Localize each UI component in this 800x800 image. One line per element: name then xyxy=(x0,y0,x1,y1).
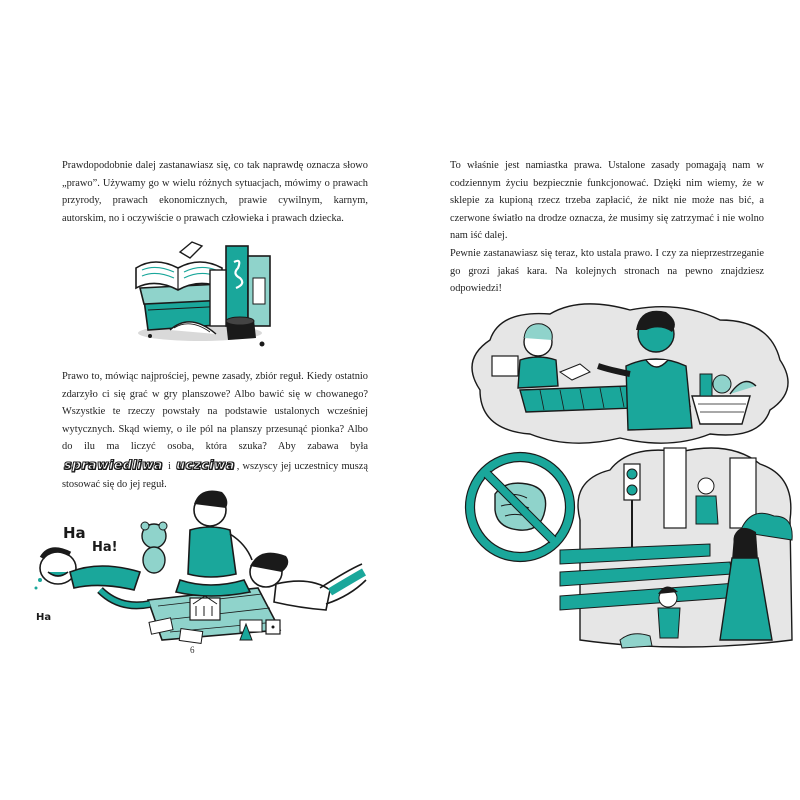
highlight-fair: sprawiedliwa xyxy=(64,456,163,472)
paragraph-2-start: Prawo to, mówiąc najprościej, pewne zasady, zbiór reguł. Kiedy ostatnio zdarzyło ci się grać w gry planszowe? Albo bawić się w chowanego? Wszystkie te rzeczy powstały na podstawie ustalonych wcześniej wytycznych. Skąd wiemy, o ile pól na planszy przesunąć pionka? Albo do ilu ma liczyć osoba, która szuka? Aby zabawa była xyxy=(62,371,368,453)
shop-payment-illustration xyxy=(460,300,800,450)
conjunction: i xyxy=(164,460,175,472)
board-game-illustration xyxy=(30,480,370,660)
highlight-honest: uczciwa xyxy=(176,456,235,472)
right-paragraph-1: To właśnie jest namiastka prawa. Ustalone zasady pomagają nam w codziennym życiu bezpiecznie funkcjonować. Dzięki nim wiemy, że w sklepie za kupioną rzecz trzeba zapłacić, że nikt nie może nas bić, a czerwone światło na drodze oznacza, że musimy się zatrzymać i nie wolno nam iść dalej. xyxy=(450,160,764,242)
right-paragraph-2: Pewnie zastanawiasz się teraz, kto ustala prawo. I czy za nieprzestrzeganie go grozi jakaś kara. Na kolejnych stronach na pewno znajdziesz odpowiedzi! xyxy=(450,248,764,295)
pedestrian-crossing-illustration xyxy=(560,440,800,660)
laugh-text-2: Ha! xyxy=(92,540,118,555)
no-fist-sign-icon xyxy=(465,452,575,562)
left-paragraph-2 xyxy=(62,368,368,493)
page-number: 6 xyxy=(190,645,195,655)
laugh-text-1: Ha xyxy=(63,524,86,542)
left-paragraph-1: Prawdopodobnie dalej zastanawiasz się, co tak naprawdę oznacza słowo „prawo”. Używamy go w wielu różnych sytuacjach, mówimy o prawach przyrody, prawach ekonomicznych, prawie cywilnym, karnym, autorskim, no i oczywiście o prawach człowieka i prawach dziecka. xyxy=(62,160,368,224)
paragraph-2-end: , wszyscy jej uczestnicy muszą stosować się do jej reguł. xyxy=(62,460,368,490)
law-books-icon xyxy=(130,238,280,358)
right-page xyxy=(400,0,800,800)
laugh-text-3: Ha xyxy=(36,612,52,623)
